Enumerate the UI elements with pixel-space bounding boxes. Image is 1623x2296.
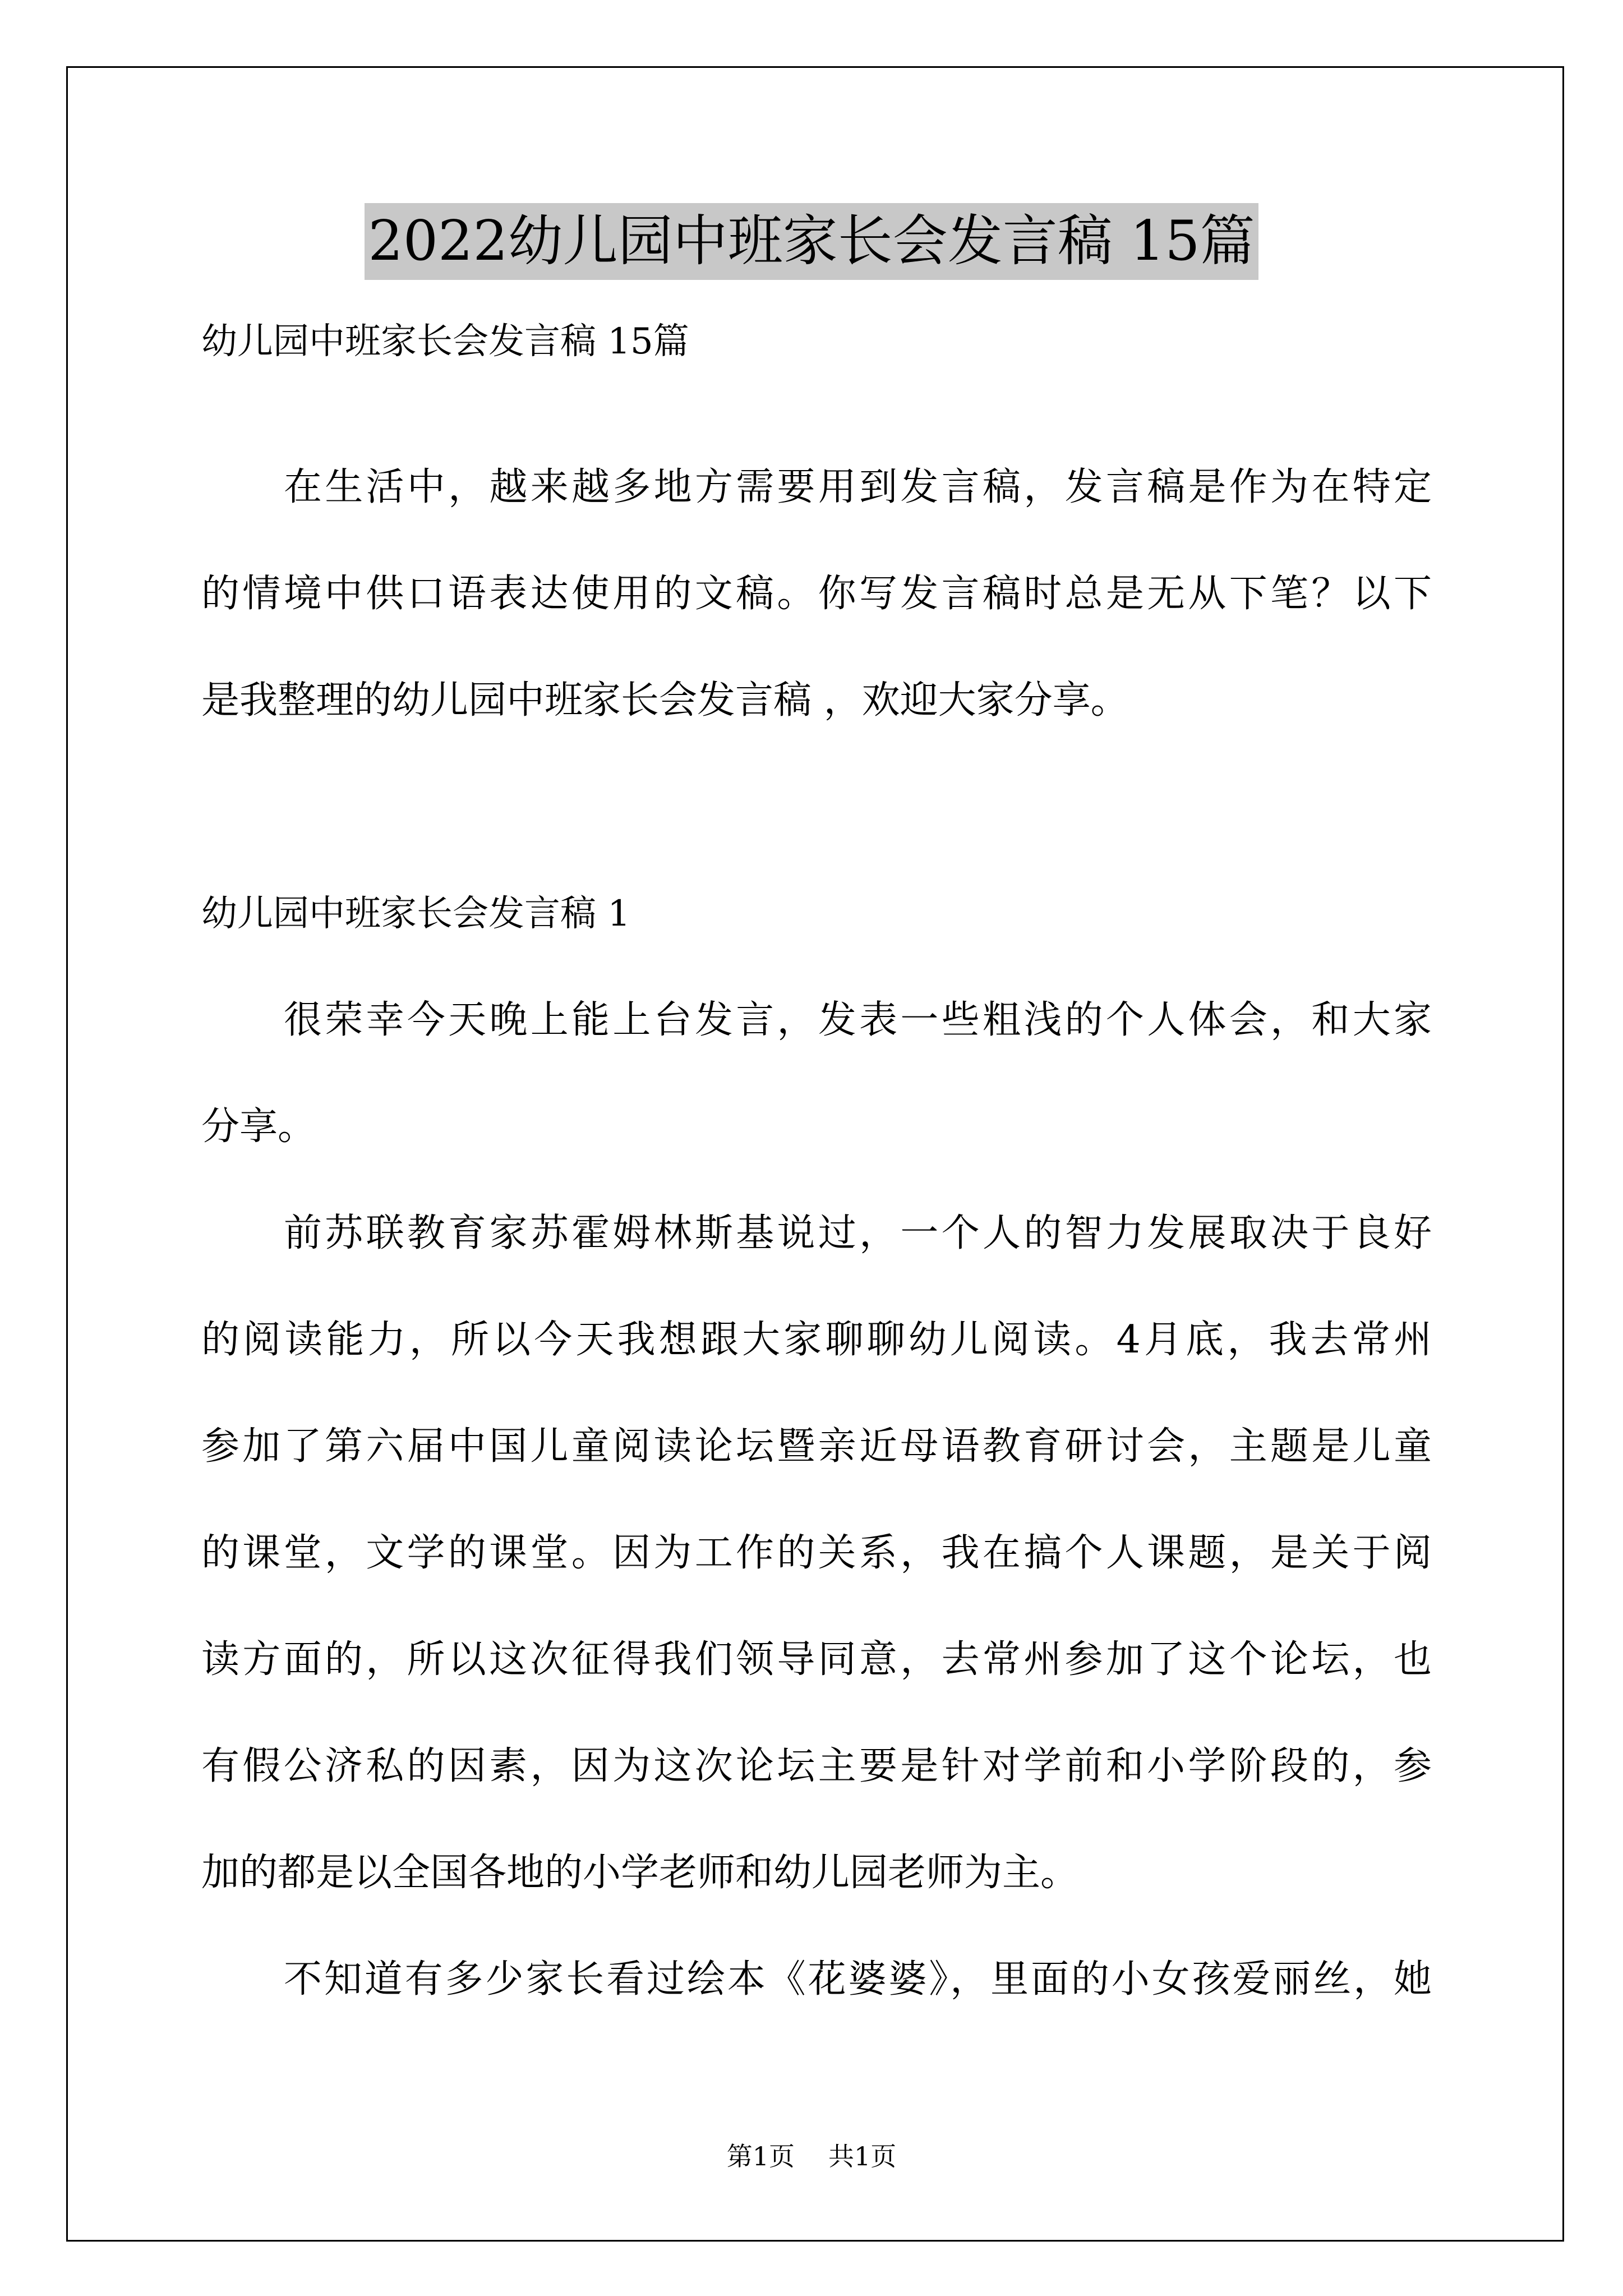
page-total: 共1页 [828, 2141, 897, 2171]
paragraph [201, 1926, 1432, 2033]
text-line: 加的都是以全国各地的小学老师和幼儿园老师为主。 [201, 1851, 1079, 1895]
text-line: 参加了第六届中国儿童阅读论坛暨亲近母语教育研讨会，主题是儿童 [201, 1424, 1432, 1469]
section-heading: 幼儿园中班家长会发言稿 1 [201, 893, 631, 935]
text-line: 的阅读能力，所以今天我想跟大家聊聊幼儿阅读。4月底，我去常州 [201, 1318, 1432, 1362]
page-footer [0, 2139, 1623, 2173]
text-line: 是我整理的幼儿园中班家长会发言稿 ，欢迎大家分享。 [201, 678, 1129, 723]
paragraph [201, 967, 1432, 1180]
text-line: 前苏联教育家苏霍姆林斯基说过，一个人的智力发展取决于良好 [284, 1211, 1432, 1255]
text-line: 有假公济私的因素，因为这次论坛主要是针对学前和小学阶段的，参 [201, 1744, 1432, 1788]
document-subtitle: 幼儿园中班家长会发言稿 15篇 [201, 321, 689, 362]
text-line: 不知道有多少家长看过绘本《花婆婆》，里面的小女孩爱丽丝，她 [284, 1957, 1432, 2001]
text-line: 的课堂，文学的课堂。因为工作的关系，我在搞个人课题，是关于阅 [201, 1531, 1432, 1575]
page-number: 第1页 [726, 2141, 795, 2171]
intro-paragraph [201, 434, 1432, 754]
document-body [201, 288, 1432, 2033]
text-line: 分享。 [201, 1105, 316, 1149]
document-title: 2022幼儿园中班家长会发言稿 15篇 [365, 203, 1258, 280]
text-line: 很荣幸今天晚上能上台发言，发表一些粗浅的个人体会，和大家 [284, 998, 1432, 1042]
text-line: 读方面的，所以这次征得我们领导同意，去常州参加了这个论坛，也 [201, 1637, 1432, 1682]
text-line: 的情境中供口语表达使用的文稿。你写发言稿时总是无从下笔？以下 [201, 572, 1432, 616]
title-container [0, 203, 1623, 280]
text-line: 在生活中，越来越多地方需要用到发言稿，发言稿是作为在特定 [284, 465, 1432, 509]
paragraph [201, 1180, 1432, 1926]
